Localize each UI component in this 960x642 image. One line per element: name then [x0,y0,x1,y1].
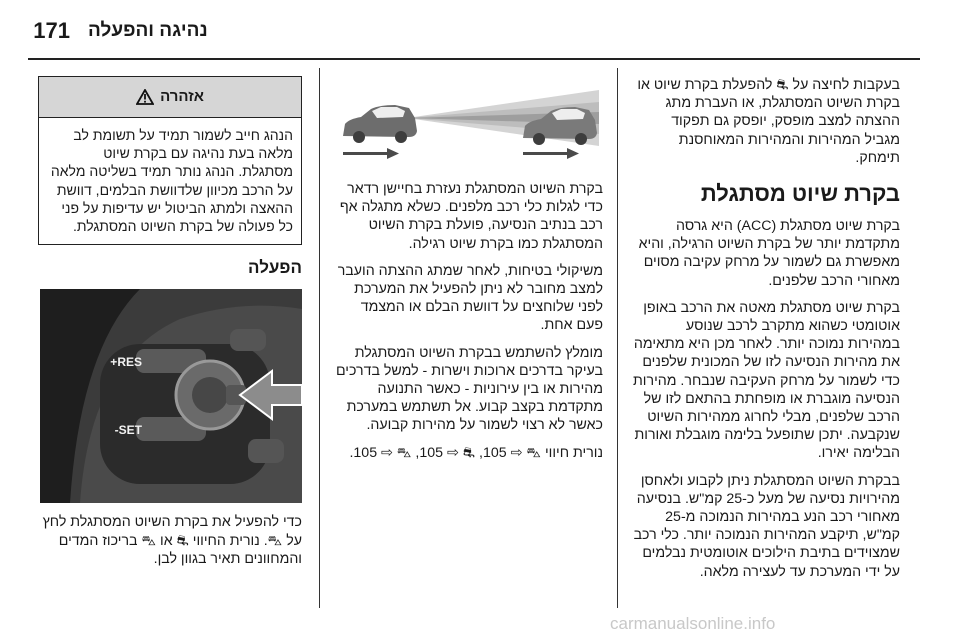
warning-header [39,77,301,118]
column-divider-left [319,68,320,608]
watermark: carmanualsonline.info [610,614,776,633]
acc-paragraph-1: בקרת שיוט מסתגלת (ACC) היא גרסה מתקדמת יותר של בקרת השיוט הרגילה, והיא מאפשרת גם לשמור על מרחק עקיבה מסוים מאחורי הרכב שלפנים. [638,218,900,289]
usage-paragraph: מומלץ להשתמש בבקרת השיוט המסתגלת בעיקר בדרכים ארוכות וישרות - למשל בדרכים מהירות או בין עירוניות - כאשר התנועה מתקדמת בקצב קבוע. אל תשתמש במערכת כאשר לא רצוי לשמור על מהירות קבועה. [335,344,603,434]
warning-box [38,76,302,245]
warning-title: אזהרה [160,87,204,105]
chapter-title: נהיגה והפעלה [88,20,208,41]
middle-column [335,76,603,471]
acc-paragraph-2: בקרת שיוט מסתגלת מאטה את הרכב באופן אוטומטי כשהוא מתקרב לרכב שנוסע במהירות נמוכה יותר. לאחר מכן היא מתאימה את מהירות הנסיעה לזו של המכונית שלפנים כדי לשמור על מרחק העקיבה שנבחר. מהירות הנסיעה מוגברת או מופחתת בהתאם לזו של הרכב שלפנים, מבלי לחרוג ממהירות השיוט שנקבעה. יתכן שתופעל בלימה מוגבלת ואורות הבלימה יאירו. [633,299,900,462]
safety-paragraph: משיקולי בטיחות, לאחר שמתג ההצתה הועבר למצב מחובר לא ניתן להפעיל את המערכת לפני שלוחצים על דוושת הבלם או המצמד פעם אחת. [337,262,603,334]
page-number: 171 [33,18,70,43]
warning-text: הנהג חייב לשמור תמיד על תשומת לב מלאה בעת נהיגה עם בקרת שיוט מסתגלת. הנהג נותר תמיד בשליטה מלאה על הרכב מכיוון שלדוושת הבלמים, דוושת ההאצה ולמתג הביטול יש עדיפות על פני כל פעולה של בקרת השיוט המסתגלת. [50,127,293,235]
warning-triangle-icon [136,89,154,105]
indicator-paragraph: נורית חיווי ⛍ ⇨ 105, ⛐ ⇨ 105, ⛍ ⇨ 105. [349,444,603,461]
subsection-title: הפעלה [248,258,302,278]
left-column [40,76,302,577]
acc-paragraph-3: בבקרת השיוט המסתגלת ניתן לקבוע ולאחסן מהירויות נסיעה של מעל כ-25 קמ"ש. בנסיעה מאחורי רכב הנע במהירות הנמוכה מ-25 קמ"ש, תיקבע המהירות הנמוכה יותר. כלי רכב שמצוידים בתיבת הילוכים אוטומטית נבלמים על ידי המערכת עד לעצירה מלאה. [633,472,900,580]
radar-paragraph: בקרת השיוט המסתגלת נעזרת בחיישן רדאר כדי לגלות כלי רכב מלפנים. כשלא מתגלה אף רכב בנתיב הנסיעה, פועלת בקרת השיוט המסתגלת כמו בקרת שיוט רגילה. [339,181,603,252]
res-button-label: RES+ [110,355,142,370]
radar-car-illustration [337,76,603,168]
activation-caption: כדי להפעיל את בקרת השיוט המסתגלת לחץ על ⛍. נורית החיווי ⛐ או ⛍ בריכוז המדים והמחוונים תאיר בגוון לבן. [42,514,302,567]
section-title-acc: בקרת שיוט מסתגלת [700,181,900,207]
intro-paragraph: בעקבות לחיצה על ⛐ להפעלת בקרת שיוט או בקרת השיוט המסתגלת, או העברת מתג ההצתה למצב מופסק, יופסק גם תפקוד מגביל המהירות והמהירות המאוחסנת תימחק. [637,77,900,166]
right-column [632,76,900,590]
column-divider-right [617,68,618,608]
set-button-label: SET- [114,423,142,438]
steering-wheel-controls-illustration [40,289,302,503]
header-rule [28,58,920,60]
